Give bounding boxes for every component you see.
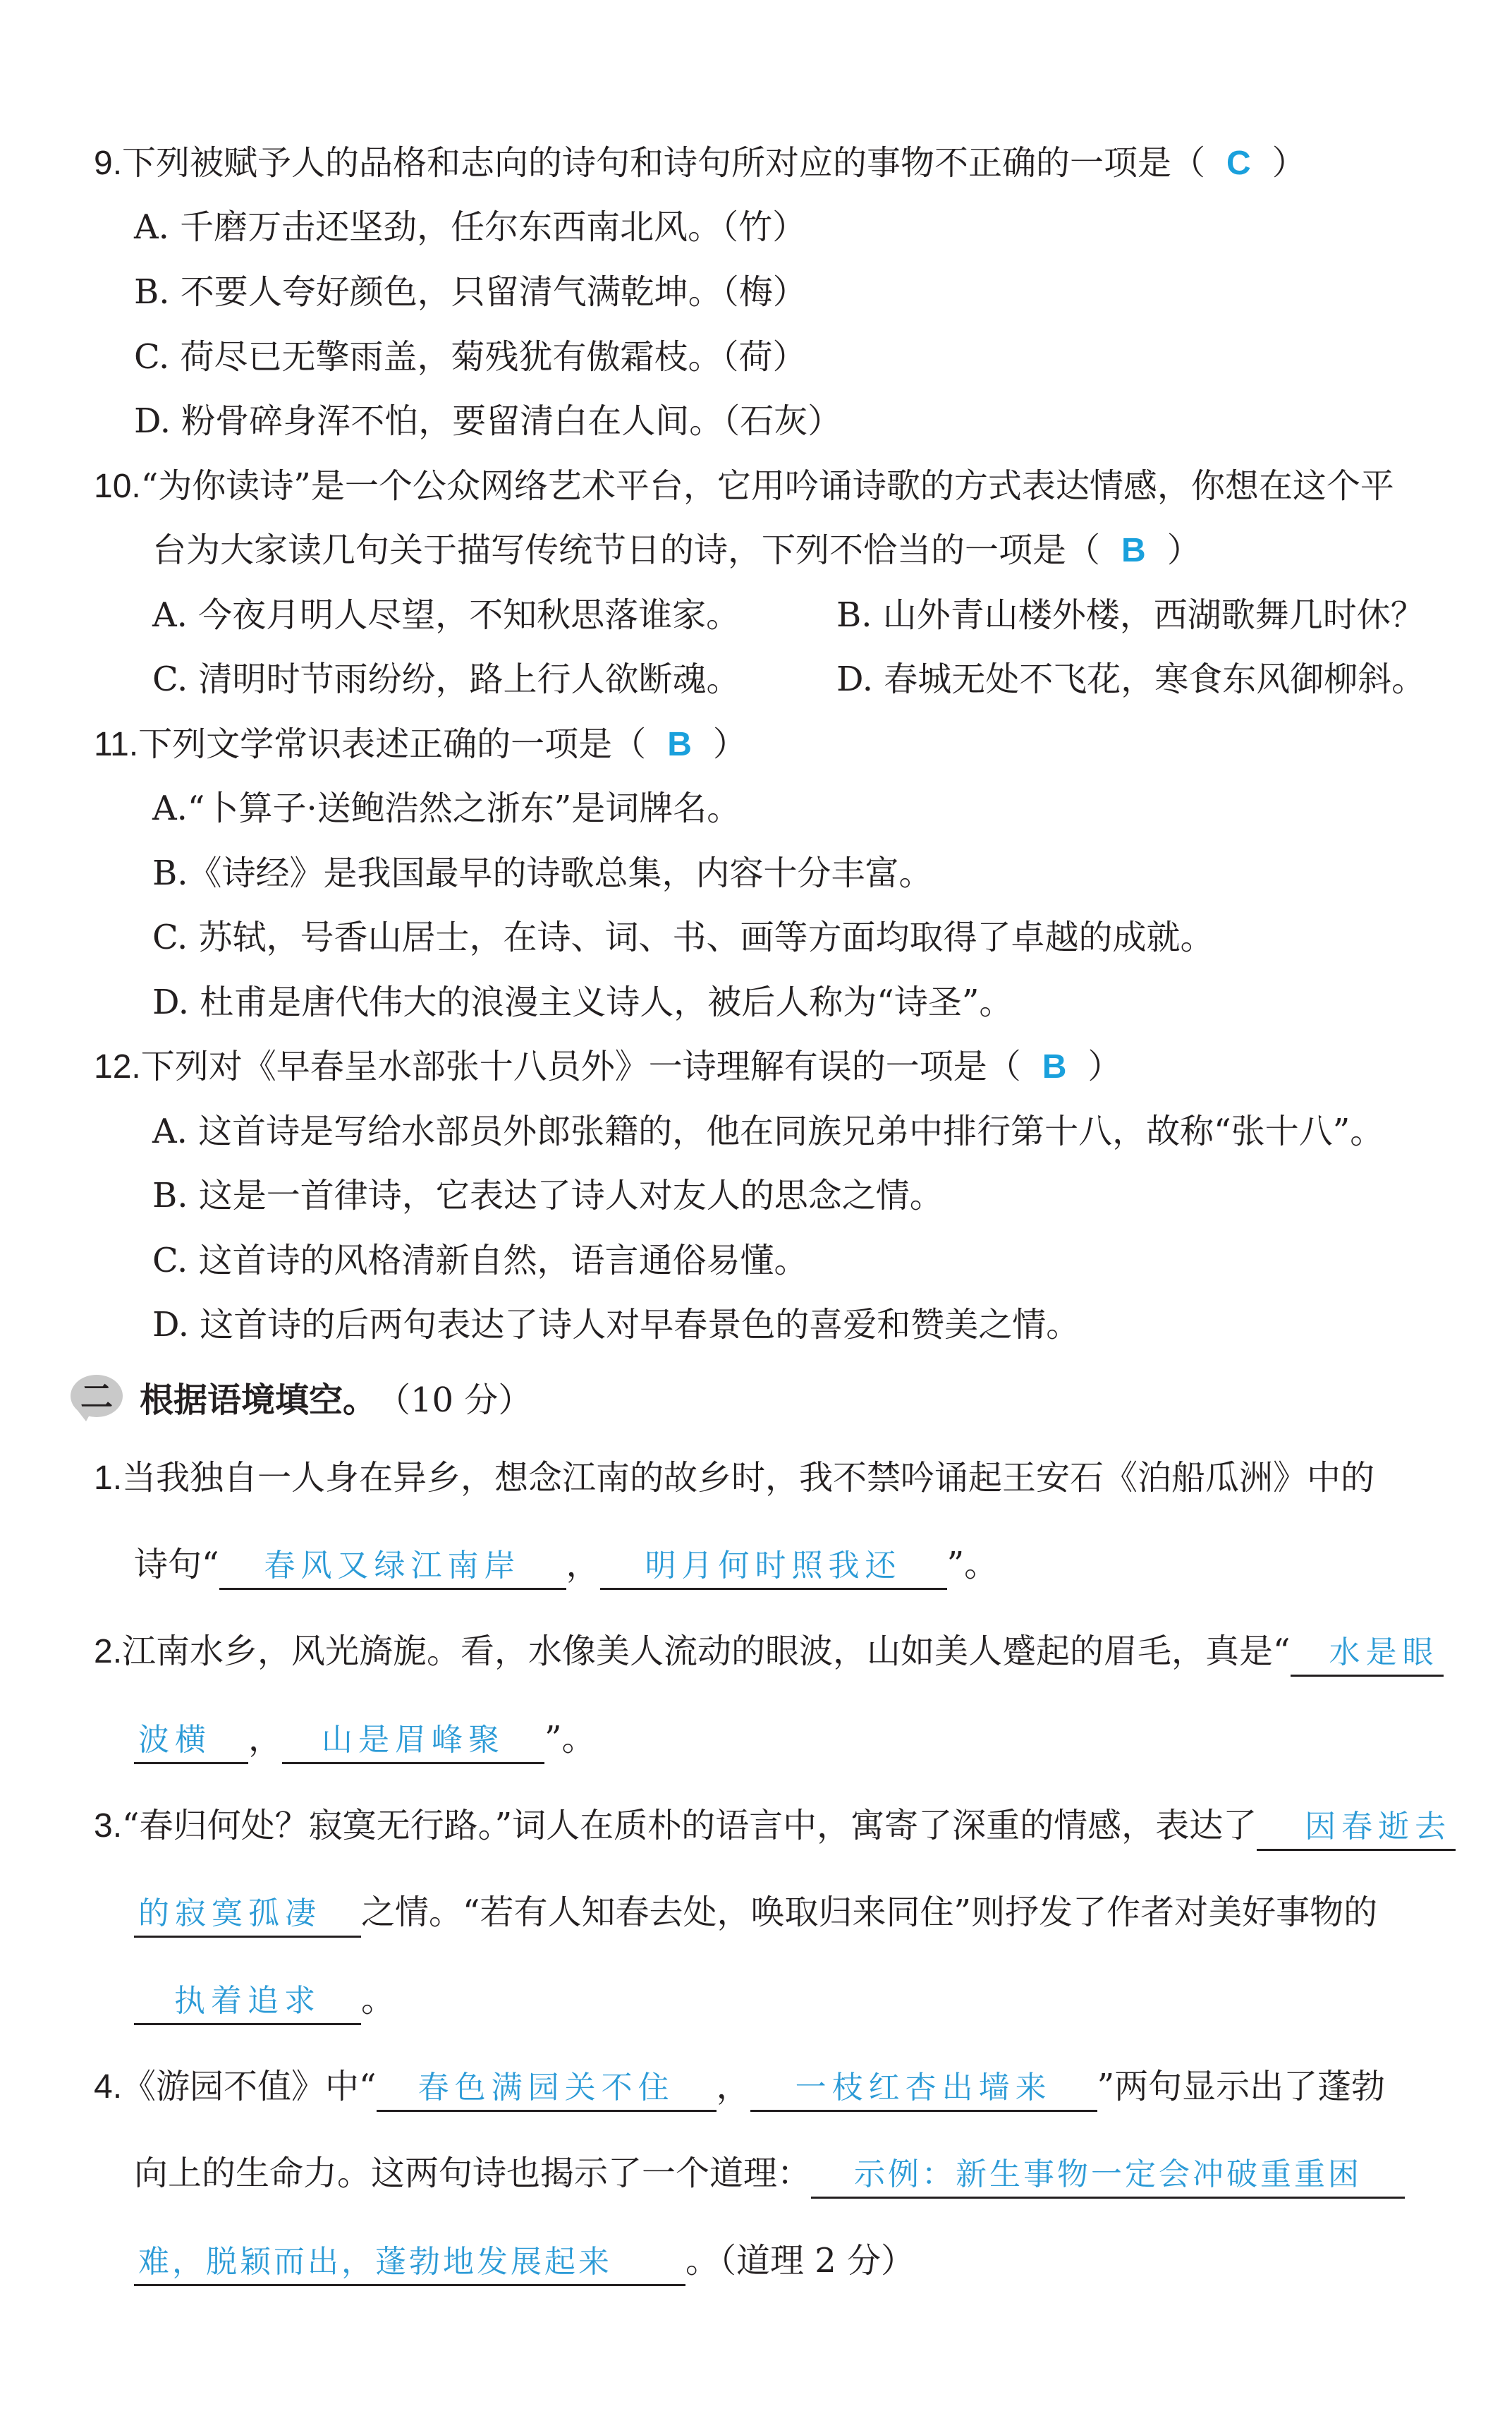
f1-comma: ，: [566, 1545, 600, 1584]
q12-close-paren: ）: [1087, 1047, 1122, 1086]
f4-line2: [134, 2149, 1405, 2199]
f4-blank-2: 一枝红杏出墙来: [750, 2066, 1097, 2112]
q10-stem-line2: [152, 526, 1201, 576]
f1-line2: [134, 1540, 998, 1590]
q10-answer: B: [1121, 532, 1146, 569]
q12-stem-text: 下列对《早春呈水部张十八员外》一诗理解有误的一项是（: [140, 1047, 1021, 1086]
f3-blank-1a: 因春逝去: [1257, 1805, 1456, 1851]
f1-pre: 诗句“: [134, 1545, 219, 1584]
f2-line2: [134, 1714, 596, 1764]
q12-number: 12.: [94, 1048, 141, 1086]
f3-line3: [134, 1975, 395, 2025]
f2-post: ”。: [544, 1719, 596, 1759]
f2-number: 2.: [94, 1633, 123, 1670]
f3-post: 。: [361, 1980, 396, 2020]
q12-answer: B: [1042, 1048, 1067, 1086]
q12-option-a: A. 这首诗是写给水部员外郎张籍的，他在同族兄弟中排行第十八，故称“张十八”。: [152, 1112, 1384, 1151]
f2-blank-2: 山是眉峰聚: [282, 1718, 544, 1764]
f2-text1: 江南水乡，风光旖旎。看，水像美人流动的眼波，山如美人蹙起的眉毛，真是“: [122, 1632, 1291, 1671]
q9-answer: C: [1226, 145, 1251, 182]
q9-number: 9.: [94, 145, 123, 182]
q11-stem: [94, 719, 747, 770]
f4-text1: ”两句显示出了蓬勃: [1097, 2067, 1386, 2106]
q10-stem-line1: [94, 461, 1394, 511]
q11-option-d: D. 杜甫是唐代伟大的浪漫主义诗人，被后人称为“诗圣”。: [152, 983, 1013, 1022]
q9-stem: [94, 138, 1306, 188]
f4-pre: 《游园不值》中“: [122, 2067, 377, 2106]
f3-blank-1b: 的寂寞孤凄: [134, 1892, 361, 1938]
q10-close-paren: ）: [1166, 530, 1201, 570]
q9-option-d: D. 粉骨碎身浑不怕，要留清白在人间。（石灰）: [134, 401, 842, 441]
f1-blank-1: 春风又绿江南岸: [219, 1544, 566, 1590]
q11-stem-text: 下列文学常识表述正确的一项是（: [138, 724, 647, 764]
f1-number: 1.: [94, 1459, 123, 1497]
f1-text1: 当我独自一人身在异乡，想念江南的故乡时，我不禁吟诵起王安石《泊船瓜洲》中的: [122, 1458, 1375, 1498]
q9-stem-text: 下列被赋予人的品格和志向的诗句和诗句所对应的事物不正确的一项是（: [122, 143, 1206, 183]
section-2-score: （10 分）: [377, 1380, 532, 1420]
f2-line1: [94, 1627, 1444, 1677]
f3-blank-2: 执着追求: [134, 1979, 361, 2025]
f4-blank-3a: 示例：新生事物一定会冲破重重困: [811, 2153, 1405, 2199]
q11-close-paren: ）: [712, 724, 747, 764]
q11-option-c: C. 苏轼，号香山居士，在诗、词、书、画等方面均取得了卓越的成就。: [152, 918, 1214, 957]
f3-number: 3.: [94, 1807, 123, 1845]
f4-blank-3b: 难，脱颖而出，蓬勃地发展起来: [134, 2240, 685, 2286]
q11-option-b: B.《诗经》是我国最早的诗歌总集，内容十分丰富。: [152, 854, 933, 893]
q9-option-a: A. 千磨万击还坚劲，任尔东西南北风。（竹）: [134, 207, 807, 247]
f3-text1: “春归何处？寂寞无行路。”词人在质朴的语言中，寓寄了深重的情感，表达了: [122, 1806, 1257, 1845]
f3-line2: [134, 1888, 1377, 1938]
f1-post: ”。: [946, 1545, 999, 1584]
q12-stem: [94, 1042, 1121, 1092]
q11-answer: B: [667, 726, 692, 763]
q9-option-b: B. 不要人夸好颜色，只留清气满乾坤。（梅）: [134, 272, 807, 312]
q10-option-c: C. 清明时节雨纷纷，路上行人欲断魂。: [152, 660, 740, 699]
section-2-number: 二: [80, 1378, 113, 1416]
q10-stem-text2: 台为大家读几句关于描写传统节日的诗，下列不恰当的一项是（: [152, 530, 1101, 570]
f4-blank-1: 春色满园关不住: [377, 2066, 717, 2112]
q10-option-a: A. 今夜月明人尽望，不知秋思落谁家。: [152, 595, 740, 635]
q9-close-paren: ）: [1272, 143, 1306, 183]
f1-line1: [94, 1453, 1374, 1503]
q10-option-b: B. 山外青山楼外楼，西湖歌舞几时休？: [836, 595, 1425, 635]
q10-option-d: D. 春城无处不飞花，寒食东风御柳斜。: [836, 660, 1426, 699]
f4-line3: [134, 2236, 915, 2286]
speech-bubble-icon: [71, 1372, 127, 1421]
f3-text2: 之情。“若有人知春去处，唤取归来同住”则抒发了作者对美好事物的: [361, 1893, 1378, 1932]
f4-line1: [94, 2062, 1385, 2112]
f2-comma: ，: [248, 1719, 283, 1759]
q9-option-c: C. 荷尽已无擎雨盖，菊残犹有傲霜枝。（荷）: [134, 337, 807, 377]
section-2-header: [71, 1368, 532, 1425]
q12-option-c: C. 这首诗的风格清新自然，语言通俗易懂。: [152, 1241, 808, 1280]
f1-blank-2: 明月何时照我还: [600, 1544, 947, 1590]
q11-number: 11.: [94, 726, 139, 763]
section-2-title: 根据语境填空。: [140, 1380, 377, 1420]
f4-text2: 向上的生命力。这两句诗也揭示了一个道理：: [134, 2154, 812, 2193]
f4-comma: ，: [716, 2067, 750, 2106]
f4-number: 4.: [94, 2068, 123, 2106]
q10-number: 10.: [94, 468, 141, 505]
q10-stem-text1: “为你读诗”是一个公众网络艺术平台，它用吟诵诗歌的方式表达情感，你想在这个平: [140, 466, 1394, 506]
q12-option-d: D. 这首诗的后两句表达了诗人对早春景色的喜爱和赞美之情。: [152, 1305, 1080, 1344]
f4-post: 。（道理 2 分）: [685, 2241, 915, 2281]
f2-blank-1a: 水是眼: [1291, 1631, 1444, 1677]
q11-option-a: A.“卜算子·送鲍浩然之浙东”是词牌名。: [152, 789, 741, 828]
q12-option-b: B. 这是一首律诗，它表达了诗人对友人的思念之情。: [152, 1176, 944, 1215]
f2-blank-1b: 波横: [134, 1718, 248, 1764]
f3-line1: [94, 1801, 1456, 1851]
